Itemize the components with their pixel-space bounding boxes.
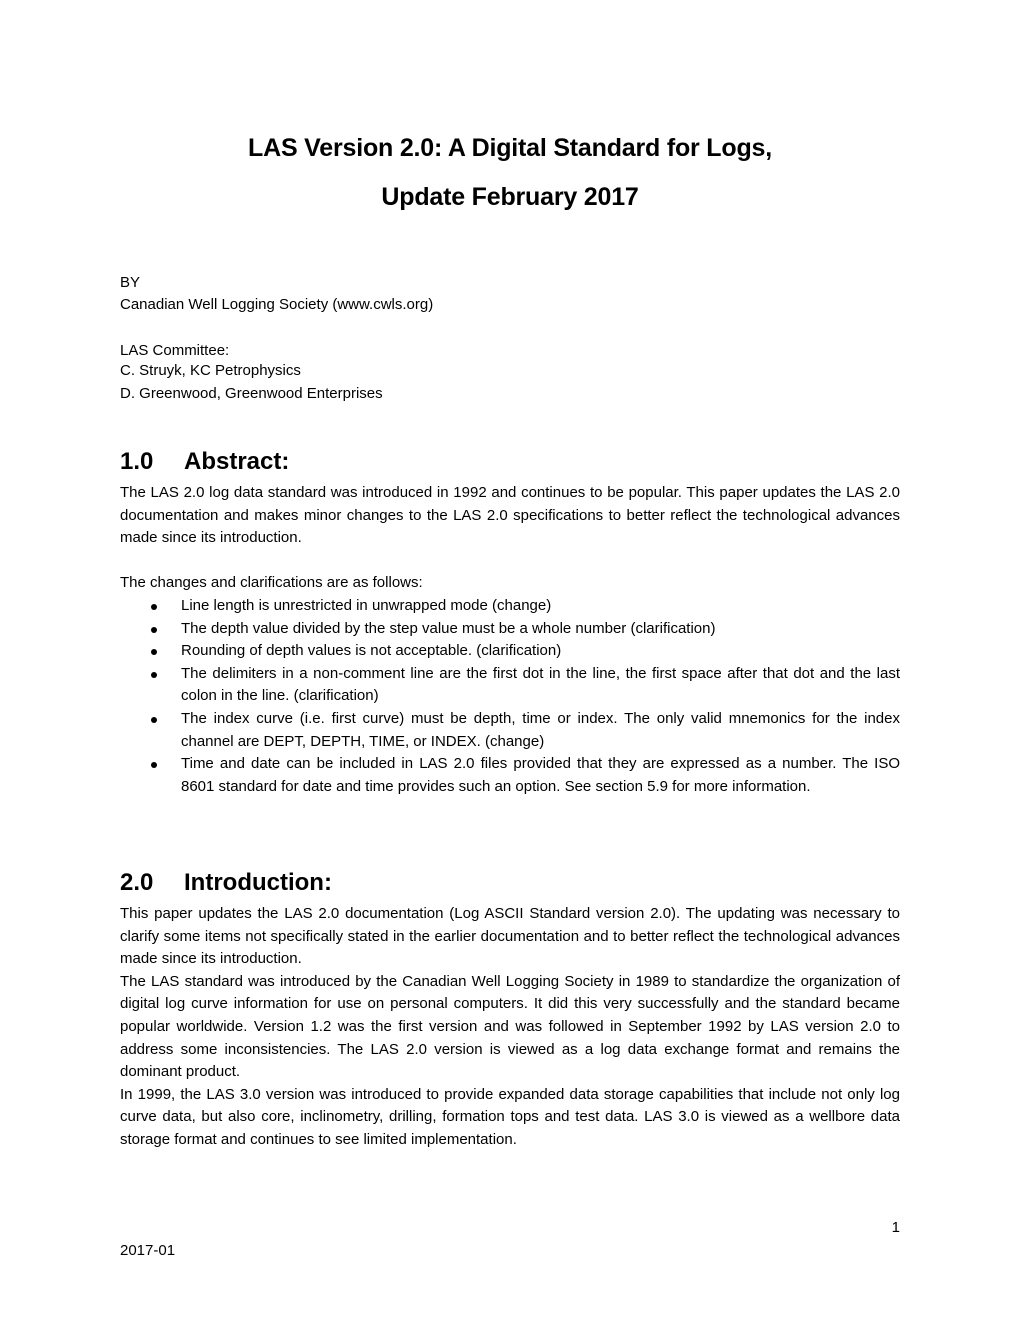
list-item: The index curve (i.e. first curve) must be depth, time or index. The only valid mnemonics for the index channel are DEPT, DEPTH, TIME, or INDEX. (change) <box>120 708 900 753</box>
bullet-icon <box>151 672 157 678</box>
list-item: Rounding of depth values is not acceptable. (clarification) <box>120 640 900 663</box>
section-title: Abstract: <box>184 448 290 475</box>
by-label: BY <box>120 274 141 291</box>
section-title: Introduction: <box>184 869 332 896</box>
bullet-icon <box>151 649 157 655</box>
organization: Canadian Well Logging Society (www.cwls.org) <box>120 296 434 313</box>
changes-list <box>120 595 900 798</box>
introduction-paragraph: In 1999, the LAS 3.0 version was introduced to provide expanded data storage capabilities that include not only log curve data, but also core, inclinometry, drilling, formation tops and test data. LAS 3.0 is viewed as a wellbore data storage format and continues to see limited implementation. <box>120 1085 900 1148</box>
bullet-icon <box>151 604 157 610</box>
introduction-paragraph: This paper updates the LAS 2.0 documentation (Log ASCII Standard version 2.0). The updating was necessary to clarify some items not specifically stated in the earlier documentation and to better reflect the technological advances made since its introduction. <box>120 905 900 968</box>
bullet-icon <box>151 762 157 768</box>
title-line-1: LAS Version 2.0: A Digital Standard for Logs, <box>248 134 772 162</box>
section-number: 2.0 <box>120 869 154 896</box>
footer-date: 2017-01 <box>120 1242 176 1259</box>
list-item: Line length is unrestricted in unwrapped mode (change) <box>120 595 900 618</box>
list-item: The depth value divided by the step value must be a whole number (clarification) <box>120 618 900 641</box>
page-number: 1 <box>891 1219 900 1236</box>
introduction-paragraph: The LAS standard was introduced by the Canadian Well Logging Society in 1989 to standardize the organization of digital log curve information for use on personal computers. It did this very successfully and the standard became popular worldwide. Version 1.2 was the first version and was followed in September 1992 by LAS version 2.0 to address some inconsistencies. The LAS 2.0 version is viewed as a log data exchange format and remains the dominant product. <box>120 972 900 1081</box>
section-number: 1.0 <box>120 448 154 475</box>
bullet-icon <box>151 627 157 633</box>
abstract-paragraph: The LAS 2.0 log data standard was introduced in 1992 and continues to be popular. This paper updates the LAS 2.0 documentation and makes minor changes to the LAS 2.0 specifications to better reflect the technological advances made since its introduction. <box>120 484 900 547</box>
list-item: The delimiters in a non-comment line are the first dot in the line, the first space after that dot and the last colon in the line. (clarification) <box>120 663 900 708</box>
bullet-icon <box>151 717 157 723</box>
list-item: Time and date can be included in LAS 2.0 files provided that they are expressed as a number. The ISO 8601 standard for date and time provides such an option. See section 5.9 for more information. <box>120 753 900 798</box>
committee-member: C. Struyk, KC Petrophysics <box>120 362 301 379</box>
changes-intro: The changes and clarifications are as follows: <box>120 574 423 591</box>
introduction-body <box>0 903 900 1152</box>
abstract-heading <box>120 448 289 476</box>
title-line-2: Update February 2017 <box>381 183 639 211</box>
introduction-heading <box>120 869 332 897</box>
committee-label: LAS Committee: <box>120 342 230 359</box>
committee-member: D. Greenwood, Greenwood Enterprises <box>120 385 383 402</box>
